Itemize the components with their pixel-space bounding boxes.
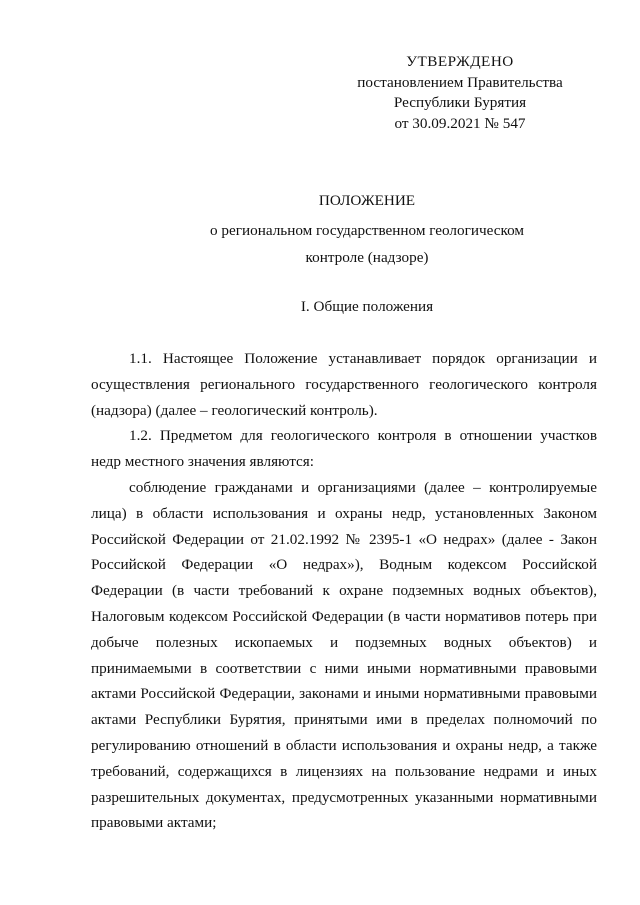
approval-line-decree: постановлением Правительства [357, 73, 563, 91]
section-heading: I. Общие положения [300, 298, 434, 315]
document-title: ПОЛОЖЕНИЕ [318, 192, 416, 209]
document-body [91, 346, 597, 836]
paragraph-1-2: 1.2. Предметом для геологического контроля в отношении участков недр местного значения являются: [91, 427, 597, 471]
document-title-block [0, 191, 640, 271]
paragraph-1-2-item: соблюдение гражданами и организациями (далее – контролируемые лица) в области использования и охраны недр, установленных Законом Российской Федерации от 21.02.1992 № 2395-1 «О недрах» (далее - Закон Российской Федерации «О недрах»), Водным кодексом Российской Федерации (в части требований к охране подземных водных объектов), Налоговым кодексом Российской Федерации (в части нормативов потерь при добыче полезных ископаемых и подземных водных объектов) и принимаемыми в соответствии с ними иными нормативными правовыми актами Российской Федерации, законами и иными нормативными правовыми актами Республики Бурятия, принятыми ими в пределах полномочий по регулированию отношений в области использования и охраны недр, а также требований, содержащихся в лицензиях на пользование недрами и иных разрешительных документах, предусмотренных указанными нормативными правовыми актами; [91, 478, 597, 832]
document-subtitle [0, 217, 640, 271]
paragraph-1-1: 1.1. Настоящее Положение устанавливает порядок организации и осуществления регионального государственного геологического контроля (надзора) (далее – геологический контроль). [91, 350, 597, 419]
document-subtitle-line-2: контроле (надзоре) [305, 249, 429, 266]
approval-title: УТВЕРЖДЕНО [406, 53, 514, 70]
document-subtitle-line-1: о региональном государственном геологическом [210, 222, 524, 239]
approval-line-date: от 30.09.2021 № 547 [394, 114, 526, 132]
approval-stamp [340, 52, 580, 134]
approval-line-republic: Республики Бурятия [393, 94, 527, 111]
